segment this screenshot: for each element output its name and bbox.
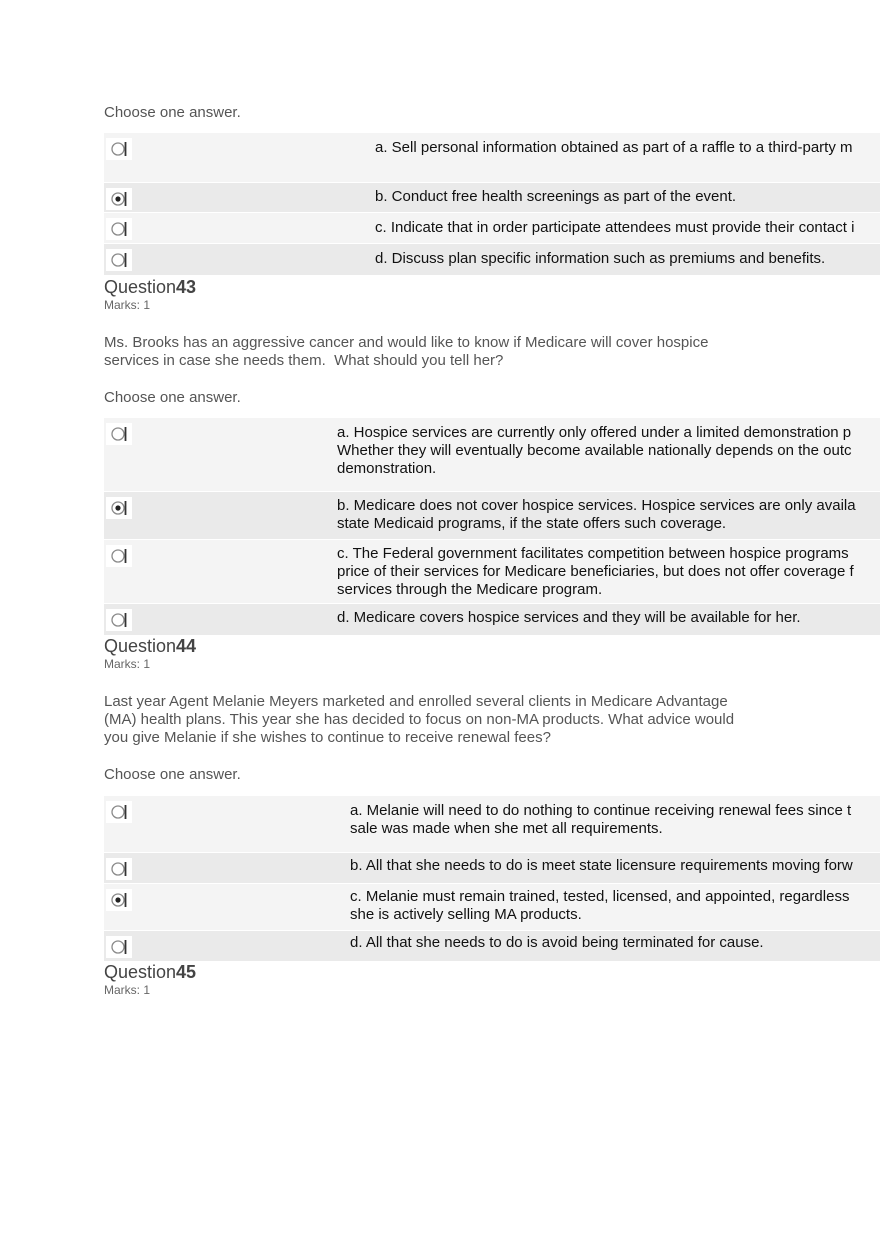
- question-label: Question: [104, 277, 177, 297]
- question-number: 44: [176, 636, 197, 656]
- question-marks: Marks: 1: [104, 983, 151, 997]
- answer-option-text: d. Discuss plan specific information such as premiums and benefits.: [375, 250, 826, 267]
- question-heading: [104, 636, 196, 657]
- answer-option[interactable]: [104, 853, 880, 883]
- question-heading: [104, 962, 196, 983]
- answer-option-text: a. Sell personal information obtained as part of a raffle to a third-party m: [375, 139, 853, 156]
- question-number: 45: [176, 962, 197, 982]
- answer-option-text: a. Hospice services are currently only offered under a limited demonstration p Whether they will eventually become available nationally depends on the outc demonstration.: [337, 424, 852, 477]
- radio-button[interactable]: [106, 609, 132, 631]
- radio-button[interactable]: [106, 423, 132, 445]
- question-label: Question: [104, 962, 177, 982]
- answer-option-text: a. Melanie will need to do nothing to continue receiving renewal fees since t sale was made when she met all requirements.: [350, 802, 852, 837]
- question-text: Ms. Brooks has an aggressive cancer and would like to know if Medicare will cover hospice services in case she needs them. What should you tell her?: [104, 334, 709, 369]
- answer-option-text: c. The Federal government facilitates competition between hospice programs price of their services for Medicare beneficiaries, but does not offer coverage f services through the Medicare program.: [337, 545, 854, 598]
- radio-button[interactable]: [106, 138, 132, 160]
- answer-option-text: c. Indicate that in order participate attendees must provide their contact i: [375, 219, 855, 236]
- radio-button[interactable]: [106, 858, 132, 880]
- choose-one-answer: Choose one answer.: [104, 766, 241, 783]
- answer-option[interactable]: [104, 183, 880, 212]
- radio-button[interactable]: [106, 249, 132, 271]
- choose-one-answer: Choose one answer.: [104, 104, 241, 121]
- question-heading: [104, 277, 196, 298]
- answer-option[interactable]: [104, 213, 880, 243]
- answer-option[interactable]: [104, 884, 880, 930]
- answer-option[interactable]: [104, 796, 880, 852]
- answer-option-text: b. Conduct free health screenings as part of the event.: [375, 188, 737, 205]
- choose-one-answer: Choose one answer.: [104, 389, 241, 406]
- answer-option-text: b. All that she needs to do is meet state licensure requirements moving forw: [350, 857, 853, 874]
- radio-button-selected[interactable]: [106, 188, 132, 210]
- answer-option-text: b. Medicare does not cover hospice services. Hospice services are only availa state Medicaid programs, if the state offers such coverage.: [337, 497, 856, 532]
- answer-option[interactable]: [104, 604, 880, 635]
- answer-option[interactable]: [104, 931, 880, 961]
- answer-option-text: d. All that she needs to do is avoid being terminated for cause.: [350, 934, 764, 951]
- question-marks: Marks: 1: [104, 657, 151, 671]
- answer-option[interactable]: [104, 540, 880, 603]
- question-marks: Marks: 1: [104, 298, 151, 312]
- answer-option[interactable]: [104, 418, 880, 491]
- radio-button[interactable]: [106, 218, 132, 240]
- answer-option-text: c. Melanie must remain trained, tested, licensed, and appointed, regardless she is actively selling MA products.: [350, 888, 850, 923]
- answer-option[interactable]: [104, 492, 880, 539]
- question-text: Last year Agent Melanie Meyers marketed and enrolled several clients in Medicare Advantage (MA) health plans. This year she has decided to focus on non-MA products. What advice would you give Melanie if she wishes to continue to receive renewal fees?: [104, 693, 735, 746]
- answer-option[interactable]: [104, 244, 880, 275]
- question-label: Question: [104, 636, 177, 656]
- radio-button-selected[interactable]: [106, 497, 132, 519]
- question-number: 43: [176, 277, 197, 297]
- radio-button-selected[interactable]: [106, 889, 132, 911]
- answer-option[interactable]: [104, 133, 880, 182]
- answer-option-text: d. Medicare covers hospice services and they will be available for her.: [337, 609, 801, 626]
- radio-button[interactable]: [106, 545, 132, 567]
- radio-button[interactable]: [106, 936, 132, 958]
- radio-button[interactable]: [106, 801, 132, 823]
